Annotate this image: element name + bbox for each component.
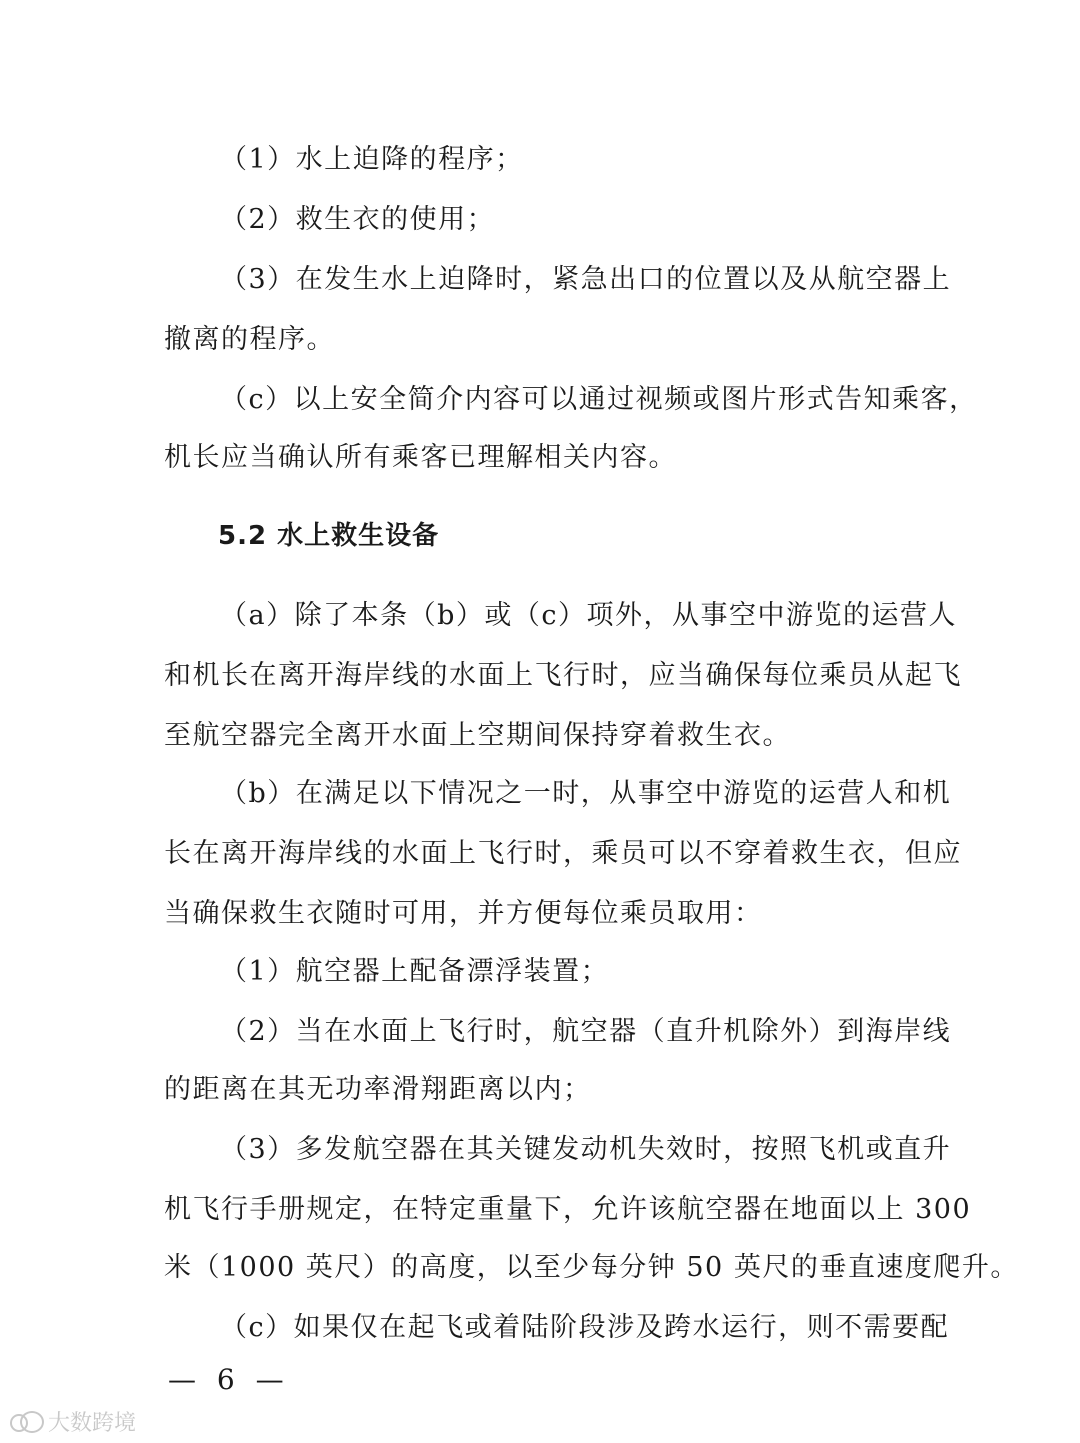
paragraph-line: 米（1000 英尺）的高度，以至少每分钟 50 英尺的垂直速度爬升。 [164,1252,1019,1283]
paragraph-line: （1）航空器上配备漂浮装置； [220,956,610,987]
paragraph-line: （c）以上安全简介内容可以通过视频或图片形式告知乘客， [220,384,978,415]
paragraph-line: （1）水上迫降的程序； [220,144,524,175]
paragraph-line: （c）如果仅在起飞或着陆阶段涉及跨水运行，则不需要配 [220,1312,950,1343]
paragraph-line: 当确保救生衣随时可用，并方便每位乘员取用： [164,898,763,929]
paragraph-line: 长在离开海岸线的水面上飞行时，乘员可以不穿着救生衣，但应 [164,838,962,869]
paragraph-line: （3）在发生水上迫降时，紧急出口的位置以及从航空器上 [220,264,952,295]
page-number: — 6 — [168,1363,290,1396]
paragraph-line: 的距离在其无功率滑翔距离以内； [164,1074,592,1105]
paragraph-line: （a）除了本条（b）或（c）项外，从事空中游览的运营人 [220,600,958,631]
watermark [10,1406,136,1437]
paragraph-line: 机飞行手册规定，在特定重量下，允许该航空器在地面以上 300 [164,1194,972,1225]
paragraph-line: （3）多发航空器在其关键发动机失效时，按照飞机或直升 [220,1134,952,1165]
section-heading: 5.2 水上救生设备 [218,521,440,551]
paragraph-line: （b）在满足以下情况之一时，从事空中游览的运营人和机 [220,778,952,809]
paragraph-line: （2）当在水面上飞行时，航空器（直升机除外）到海岸线 [220,1016,952,1047]
watermark-text: 大数跨境 [48,1411,137,1436]
logo-icon [10,1411,44,1433]
paragraph-line: 机长应当确认所有乘客已理解相关内容。 [164,442,677,473]
paragraph-line: 和机长在离开海岸线的水面上飞行时，应当确保每位乘员从起飞 [164,660,962,691]
paragraph-line: 撤离的程序。 [164,324,335,355]
paragraph-line: 至航空器完全离开水面上空期间保持穿着救生衣。 [164,720,791,751]
paragraph-line: （2）救生衣的使用； [220,204,496,235]
